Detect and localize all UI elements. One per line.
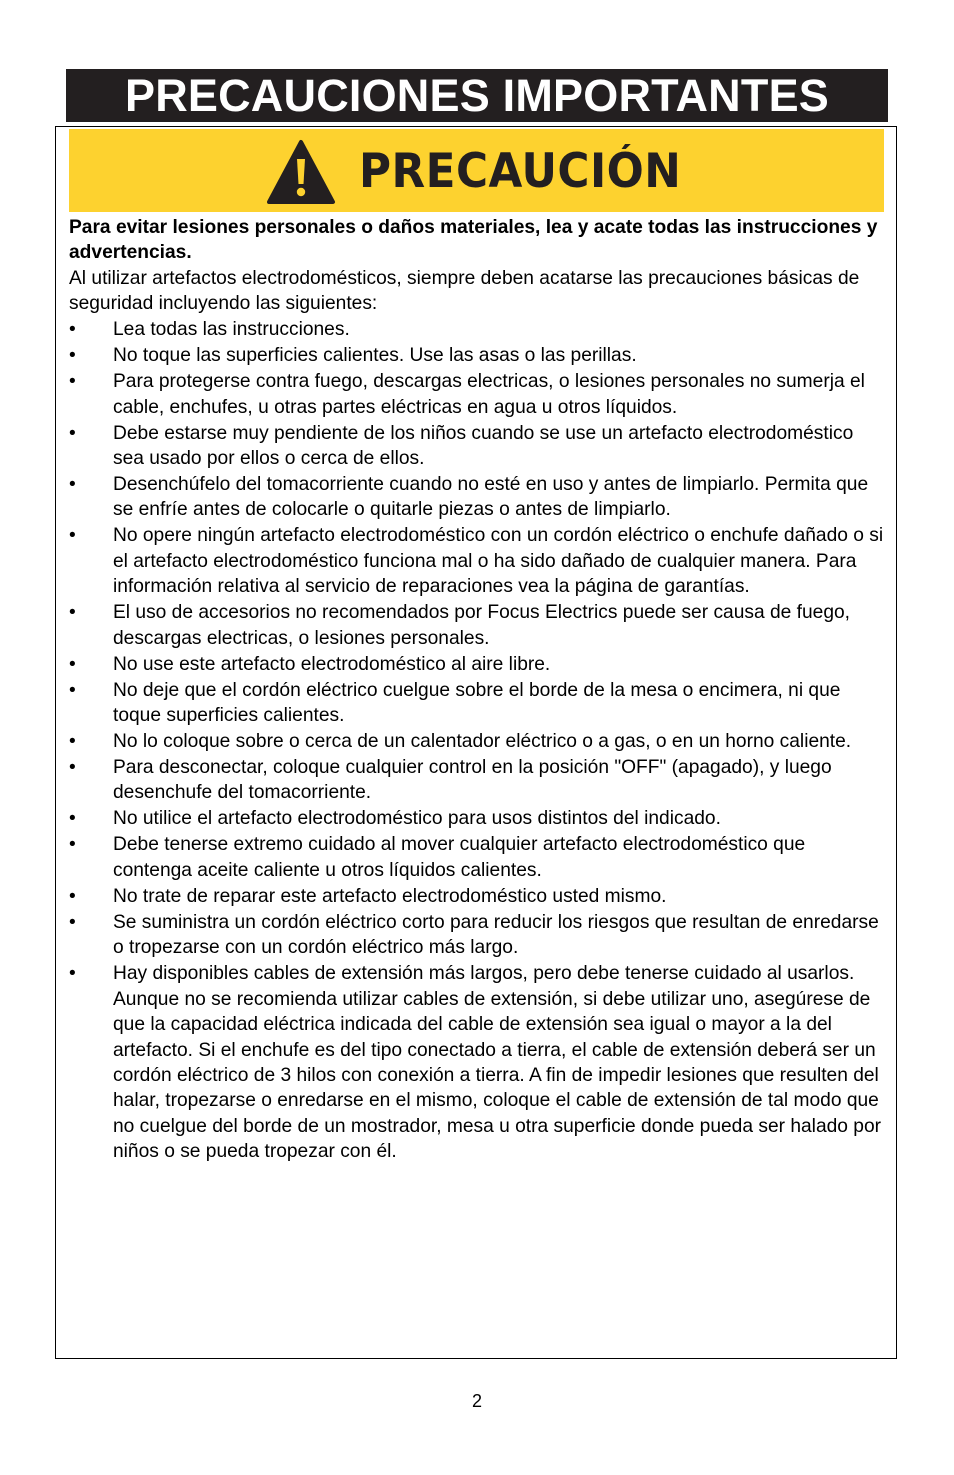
instructions-text	[69, 215, 889, 1165]
precautions-list	[69, 317, 889, 1164]
bullet-icon: •	[69, 602, 76, 624]
list-item	[69, 317, 889, 342]
list-item-text: Para desconectar, coloque cualquier control en la posición "OFF" (apagado), y luego desenchufe del tomacorriente.	[113, 757, 832, 804]
bullet-icon: •	[69, 422, 76, 444]
list-item-text: El uso de accesorios no recomendados por Focus Electrics puede ser causa de fuego, descargas electricas, o lesiones personales.	[113, 602, 851, 649]
list-item	[69, 806, 889, 831]
list-item	[69, 652, 889, 677]
list-item	[69, 421, 889, 472]
list-item	[69, 729, 889, 754]
list-item	[69, 832, 889, 883]
warning-triangle-icon	[266, 139, 336, 205]
list-item-text: No deje que el cordón eléctrico cuelgue sobre el borde de la mesa o encimera, ni que toque superficies calientes.	[113, 679, 841, 727]
bullet-icon: •	[69, 345, 76, 367]
bullet-icon: •	[69, 731, 76, 753]
bullet-icon: •	[69, 319, 76, 341]
list-item	[69, 678, 889, 729]
list-item-text: No opere ningún artefacto electrodoméstico con un cordón eléctrico o enchufe dañado o si el artefacto electrodoméstico funciona mal o ha sido dañado de cualquier manera. Para información relativa al servicio de reparaciones vea la página de garantías.	[113, 525, 884, 598]
bullet-icon: •	[69, 679, 76, 701]
list-item	[69, 755, 889, 806]
bullet-icon: •	[69, 757, 76, 779]
list-item-text: No toque las superficies calientes. Use las asas o las perillas.	[113, 345, 637, 367]
caution-label: PRECAUCIÓN	[359, 144, 682, 199]
list-item-text: Para protegerse contra fuego, descargas electricas, o lesiones personales no sumerja el cable, enchufes, u otras partes eléctricas en agua u otros líquidos.	[113, 371, 865, 418]
list-item	[69, 472, 889, 523]
list-item	[69, 910, 889, 961]
bullet-icon: •	[69, 653, 76, 675]
list-item-text: No use este artefacto electrodoméstico al aire libre.	[113, 653, 551, 675]
page-number: 2	[471, 1391, 482, 1411]
list-item	[69, 343, 889, 368]
list-item-text: No lo coloque sobre o cerca de un calentador eléctrico o a gas, o en un horno caliente.	[113, 731, 852, 753]
intro-paragraph: Al utilizar artefactos electrodomésticos, siempre deben acatarse las precauciones básicas de seguridad incluyendo las siguientes:	[69, 267, 860, 315]
bullet-icon: •	[69, 474, 76, 496]
list-item	[69, 884, 889, 909]
bullet-icon: •	[69, 371, 76, 393]
list-item-text: No trate de reparar este artefacto electrodoméstico usted mismo.	[113, 885, 667, 907]
bullet-icon: •	[69, 963, 76, 985]
bullet-icon: •	[69, 885, 76, 907]
list-item-text: Desenchúfelo del tomacorriente cuando no esté en uso y antes de limpiarlo. Permita que se enfríe antes de colocarle o quitarle piezas o antes de limpiarlo.	[113, 474, 869, 521]
list-item-text: Lea todas las instrucciones.	[113, 319, 350, 341]
list-item	[69, 523, 889, 599]
list-item-text: No utilice el artefacto electrodoméstico para usos distintos del indicado.	[113, 808, 721, 830]
bullet-icon: •	[69, 834, 76, 856]
lead-paragraph: Para evitar lesiones personales o daños materiales, lea y acate todas las instrucciones y advertencias.	[69, 217, 878, 264]
list-item-text: Hay disponibles cables de extensión más largos, pero debe tenerse cuidado al usarlos. Aunque no se recomienda utilizar cables de extensión, si debe utilizar uno, asegúrese de que la capacidad eléctrica indicada del cable de extensión sea igual o mayor a la del artefacto. Si el enchufe es del tipo conectado a tierra, el cable de extensión deberá ser un cordón eléctrico de 3 hilos con conexión a tierra. A fin de impedir lesiones que resulten del halar, tropezarse o enredarse en el mismo, coloque el cable de extensión de tal modo que no cuelgue del borde de un mostrador, mesa u otra superficie donde pueda ser halado por niños o se pueda tropezar con él.	[113, 963, 882, 1163]
bullet-icon: •	[69, 808, 76, 830]
list-item	[69, 600, 889, 651]
list-item	[69, 369, 889, 420]
list-item	[69, 961, 889, 1164]
caution-banner	[69, 129, 884, 212]
precautions-box	[55, 126, 897, 1359]
page-title: PRECAUCIONES IMPORTANTES	[66, 69, 888, 122]
list-item-text: Debe estarse muy pendiente de los niños cuando se use un artefacto electrodoméstico sea usado por ellos o cerca de ellos.	[113, 422, 854, 470]
list-item-text: Debe tenerse extremo cuidado al mover cualquier artefacto electrodoméstico que contenga aceite caliente u otros líquidos calientes.	[113, 834, 806, 881]
bullet-icon: •	[69, 525, 76, 547]
bullet-icon: •	[69, 911, 76, 933]
list-item-text: Se suministra un cordón eléctrico corto para reducir los riesgos que resultan de enredarse o tropezarse con un cordón eléctrico más largo.	[113, 911, 879, 959]
